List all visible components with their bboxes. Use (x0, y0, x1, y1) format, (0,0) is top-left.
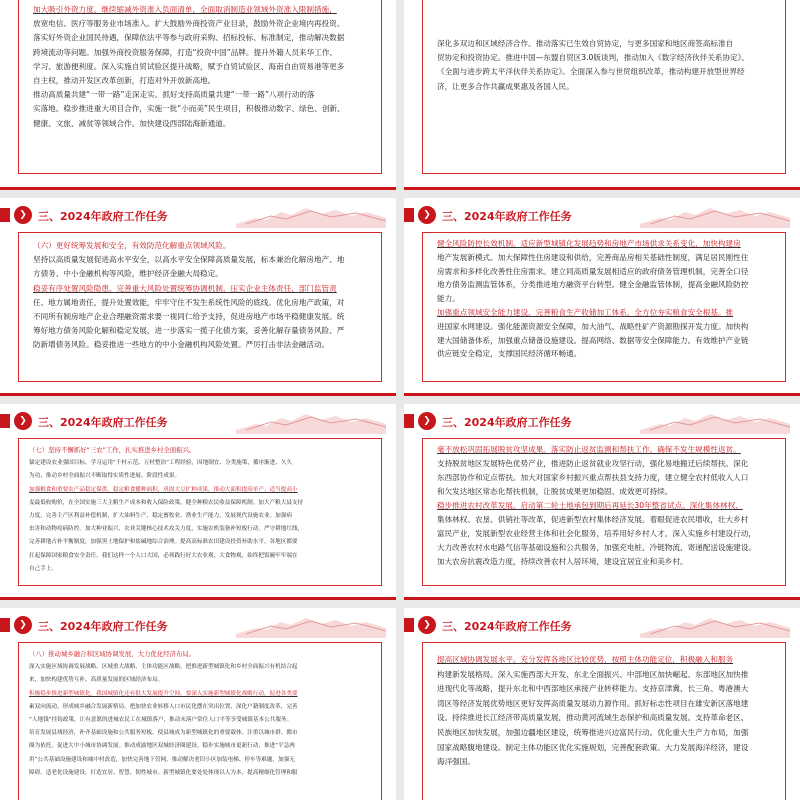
text-line: 东西部协作和定点帮扶。加大对国家乡村振兴重点帮扶县支持力度，建立健全农村低收入人口 (437, 473, 749, 482)
text-line: 自己手上。 (29, 565, 57, 572)
slide-7 (0, 608, 396, 800)
text-line: 学习、旅游便利度。深入实施自贸试验区提升战略，赋予自贸试验区、海南自由贸易港等更多 (33, 61, 345, 71)
text-line: 供应链安全稳定，支撑国民经济循环畅通。 (437, 349, 582, 359)
bottom-line (0, 597, 396, 600)
slide-header (0, 198, 396, 232)
text-line: 方债务、中小金融机构等风险，维护经济金融大局稳定。 (33, 269, 223, 279)
content-frame (18, 642, 382, 800)
text-line: 深入实施区域协调发展战略、区域重大战略、主体功能区战略，把推进新型城镇化和乡村全面振兴有机结合起 (29, 664, 298, 671)
slide-6 (404, 404, 800, 600)
slide-4 (404, 198, 800, 396)
text-block (437, 237, 775, 361)
text-line: 毫不放松巩固拓展脱贫攻坚成果。落实防止返贫监测和帮扶工作，确保不发生规模性返贫。 (437, 445, 741, 454)
great-wall-icon (640, 408, 790, 434)
text-line: 富民产业，发展新型农业经营主体和社会化服务，培养用好乡村人才。深入实施乡村建设行动， (437, 529, 756, 538)
text-line: 跨境流动等问题。加强外商投资服务保障，打造“投资中国”品牌。提升外籍人员来华工作、 (33, 47, 338, 57)
text-line: 素双向流动，形成城乡融合发展新格局。把加快农业转移人口市民化摆在突出位置，深化户籍制度改革，完善 (29, 703, 298, 710)
slide-3 (0, 198, 396, 396)
great-wall-icon (236, 202, 386, 228)
text-line: 稳步推进农村改革发展。启动第二轮土地承包到期后再延长30年整省试点。深化集体林权、 (437, 501, 743, 510)
great-wall-icon (236, 408, 386, 434)
text-line: 培育发展县域经济，补齐基础设施和公共服务短板，使县城成为新型城镇化的重要载体。注重以城市群、都市 (29, 730, 298, 737)
header-bar (0, 208, 10, 222)
content-frame (422, 438, 786, 586)
great-wall-icon (640, 612, 790, 638)
text-line: 房需求和多样化改善性住房需求。建立同高质量发展相适应的政府债务管理机制，完善全口径 (437, 266, 749, 276)
text-line: 防新增债务风险。稳妥推进一些地方的中小金融机构风险处置。严厉打击非法金融活动。 (33, 340, 330, 350)
circle-arrow-icon: ❯ (418, 412, 436, 430)
text-line: 加大农房抗震改造力度，持续改善农村人居环境，建设宜居宜业和美乡村。 (437, 557, 688, 566)
text-line: 能力。 (437, 294, 460, 304)
slide-header (0, 404, 396, 438)
text-line: 湾区等经济发展优势地区更好发挥高质量发展动力源作用。抓好标志性项目在雄安新区落地建 (437, 698, 749, 708)
content-frame (422, 642, 786, 800)
section-title: 三、2024年政府工作任务 (38, 620, 168, 633)
text-line: 筹好地方债务风险化解和稳定发展，进一步落实一揽子化债方案，妥善化解存量债务风险、严 (33, 326, 345, 336)
text-line: 稳妥有序处置风险隐患。完善重大风险处置统筹协调机制，压实企业主体责任、部门监管责 (33, 283, 337, 293)
circle-arrow-icon: ❯ (14, 616, 32, 634)
bottom-line (404, 393, 800, 396)
text-line: 加强粮食和重要农产品稳定保供。稳定粮食播种面积，巩固大豆扩种成果，推动大面积提高单产。适当提高小 (29, 486, 298, 493)
text-line: 济，让更多合作共赢成果惠及各国人民。 (437, 81, 574, 91)
great-wall-icon (640, 202, 790, 228)
section-title: 三、2024年政府工作任务 (442, 620, 572, 633)
content-frame (18, 232, 382, 382)
slide-header (404, 608, 800, 642)
text-line: “人地钱”挂钩政策，让有意愿的进城农民工在城镇落户，推动未落户常住人口平等享受城镇基本公共服务。 (29, 717, 293, 724)
text-line: 麦最低收购价，在全国实施三大主粮生产成本和收入保险政策，健全种粮农民收益保障机制。加大产粮大县支持 (29, 499, 304, 506)
section-title: 三、2024年政府工作任务 (38, 416, 168, 429)
bottom-line (404, 597, 800, 600)
great-wall-icon (236, 612, 386, 638)
text-line: 放宽电信、医疗等服务业市场准入。扩大鼓励外商投资产业目录，鼓励外资企业境内再投资。 (33, 19, 345, 29)
text-block (437, 37, 775, 94)
text-line: 《全面与进步跨太平洋伙伴关系协定》。全面深入参与世贸组织改革，推动构建开放型世界经 (437, 67, 745, 77)
text-line: 积极稳步推进新型城镇化。我国城镇化还有很大发展提升空间。要深入实施新型城镇化战略行动，促进各类要 (29, 690, 298, 697)
text-line: 圈为依托，促进大中小城市协调发展。推动成渝地区双城经济圈建设。稳步实施城市更新行动，推进“平急两 (29, 743, 295, 750)
content-frame (18, 0, 382, 174)
text-line: 为功，推动乡村全面振兴不断取得实质性进展、阶段性成果。 (29, 473, 181, 480)
text-line: 障碍、适老化设施建设，打造宜居、智慧、韧性城市。新型城镇化要处处体现以人为本，提高精细化管理和服 (29, 769, 298, 776)
text-line: 实落地。稳步推进重大项目合作，实施一批“小而美”民生项目，积极推动数字、绿色、创新、 (33, 104, 345, 114)
text-line: 自主权，推动开发区改革创新，打造对外开放新高地。 (33, 76, 216, 86)
text-line: 健全风险防控长效机制。适应新型城镇化发展趋势和房地产市场供求关系变化，加快构建房 (437, 239, 741, 248)
text-line: 大力改善农村水电路气信等基础设施和公共服务，加强充电桩、冷链物流、寄递配送设施建设。 (437, 543, 756, 552)
text-line: 国家战略腹地建设。制定主体功能区优化实施规划，完善配套政策。大力发展海洋经济，建设 (437, 742, 749, 752)
text-line: 锚定建设农业强国目标，学习运用“千村示范、万村整治”工程经验，因地制宜、分类施策，循序渐进、久久 (29, 460, 293, 467)
text-line: 不同所有制房地产企业合理融资需求要一视同仁给予支持，促进房地产市场平稳健康发展。统 (33, 312, 345, 322)
section-title: 三、2024年政府工作任务 (38, 210, 168, 223)
text-line: 落实好外资企业国民待遇，保障依法平等参与政府采购、招标投标、标准制定，推动解决数据 (33, 33, 345, 43)
header-bar (0, 618, 10, 632)
circle-arrow-icon: ❯ (14, 412, 32, 430)
text-block (437, 653, 775, 770)
slide-header (404, 198, 800, 232)
text-line: 集体林权、农垦、供销社等改革，促进新型农村集体经济发展。着眼促进农民增收，壮大乡村 (437, 515, 749, 524)
slide-5 (0, 404, 396, 600)
text-line: 深化多双边和区域经济合作。推动落实已生效自贸协定，与更多国家和地区商签高标准自 (437, 39, 734, 48)
section-title: 三、2024年政府工作任务 (442, 210, 572, 223)
circle-arrow-icon: ❯ (418, 206, 436, 224)
content-frame (18, 438, 382, 586)
text-line: 任、地方属地责任，提升处置效能，牢牢守住不发生系统性风险的底线。优化房地产政策，对 (33, 297, 345, 307)
text-line: 构建新发展格局。深入实施西部大开发、东北全面振兴、中部地区加快崛起、东部地区加快推 (437, 669, 749, 679)
text-line: 加强重点领域安全能力建设。完善粮食生产收储加工体系，全方位夯实粮食安全根基。推 (437, 307, 734, 317)
section-title: 三、2024年政府工作任务 (442, 416, 572, 429)
text-line: 地方债务监测监管体系，分类推进地方融资平台转型。健全金融监管体制，提高金融风险防控 (437, 280, 749, 290)
text-line: 用”公共基础设施建设和城中村改造，加快完善地下管网，推动解决老旧小区加装电梯、停车等难题，加强无 (29, 756, 295, 763)
text-line: 完善耕地占补平衡制度，加强黑土地保护和盐碱地综合治理。提高高标准农田建设投资补助水平。各地区都要 (29, 539, 298, 546)
slide-header (404, 404, 800, 438)
text-line: （八）推动城乡融合和区域协调发展，大力优化经济布局。 (29, 650, 196, 658)
bottom-line (0, 393, 396, 396)
text-line: 力度，完善主产区利益补偿机制，扩大油料生产，稳定畜牧业、渔业生产能力，发展现代设施农业。加强病 (29, 513, 292, 520)
text-line: 支持脱贫地区发展特色优势产业，推进防止返贫就业攻坚行动，强化易地搬迁后续帮扶。深化 (437, 459, 749, 468)
slide-8 (404, 608, 800, 800)
text-line: 进国家水网建设。强化能源资源安全保障，加大油气、战略性矿产资源勘探开发力度。加快构 (437, 321, 749, 331)
circle-arrow-icon: ❯ (418, 616, 436, 634)
text-line: （六）更好统筹发展和安全，有效防范化解重点领域风险。 (33, 241, 231, 250)
text-line: 民族地区加快发展，加强边疆地区建设，统筹推进兴边富民行动。优化重大生产力布局，加强 (437, 727, 749, 737)
text-line: 虫害和动物疫病防控。加大种业振兴、农业关键核心技术攻关力度，实施农机装备补短板行动。严守耕地红线， (29, 526, 304, 533)
header-bar (404, 618, 414, 632)
text-line: 推动高质量共建“一带一路”走深走实。抓好支持高质量共建“一带一路”八项行动的落 (33, 90, 315, 100)
text-block (33, 3, 371, 131)
text-line: 地产发展新模式。加大保障性住房建设和供给，完善商品房相关基础性制度，满足居民刚性住 (437, 252, 749, 262)
text-block (33, 239, 371, 353)
text-line: 海洋强国。 (437, 757, 475, 767)
content-frame (422, 0, 786, 174)
text-line: 扛起保障国家粮食安全责任。我们这样一个人口大国，必须践行好大农业观、大食物观，始终把饭碗牢牢端在 (29, 552, 298, 559)
text-line: 加大吸引外资力度。继续缩减外资准入负面清单，全面取消制造业领域外资准入限制措施， (33, 5, 337, 14)
header-bar (404, 208, 414, 222)
circle-arrow-icon: ❯ (14, 206, 32, 224)
text-block (29, 648, 375, 780)
text-line: 坚持以高质量发展促进高水平安全，以高水平安全保障高质量发展，标本兼治化解房地产、地 (33, 255, 345, 265)
bottom-line (404, 187, 800, 190)
bottom-line (0, 187, 396, 190)
text-line: 健康、文旅、减贫等领域合作。加快建设西部陆海新通道。 (33, 118, 231, 128)
slide-header (0, 608, 396, 642)
text-line: 和欠发达地区常态化帮扶机制，让脱贫成果更加稳固、成效更可持续。 (437, 487, 673, 496)
text-line: 进现代化等战略，提升东北和中西部地区承接产业转移能力。支持京津冀、长三角、粤港澳大 (437, 684, 749, 694)
slide-1 (0, 0, 396, 190)
text-line: 贸协定和投资协定。推进中国—东盟自贸区3.0版谈判，推动加入《数字经济伙伴关系协定》、 (437, 53, 750, 63)
text-block (29, 444, 375, 576)
text-line: 建大国储备体系，加强重点储备设施建设。提高网络、数据等安全保障能力。有效维护产业链 (437, 335, 749, 345)
text-line: 设。持续推进长江经济带高质量发展，推动黄河流域生态保护和高质量发展。支持革命老区、 (437, 713, 749, 723)
text-block (437, 443, 775, 569)
content-frame (422, 232, 786, 382)
header-bar (0, 414, 10, 428)
text-line: 提高区域协调发展水平。充分发挥各地区比较优势，按照主体功能定位，积极融入和服务 (437, 655, 734, 664)
text-line: （七）坚持不懈抓好“三农”工作，扎实推进乡村全面振兴。 (29, 446, 196, 454)
text-line: 来，加快构建优势互补、高质量发展的区域经济布局。 (29, 677, 164, 684)
slide-2 (404, 0, 800, 190)
header-bar (404, 414, 414, 428)
